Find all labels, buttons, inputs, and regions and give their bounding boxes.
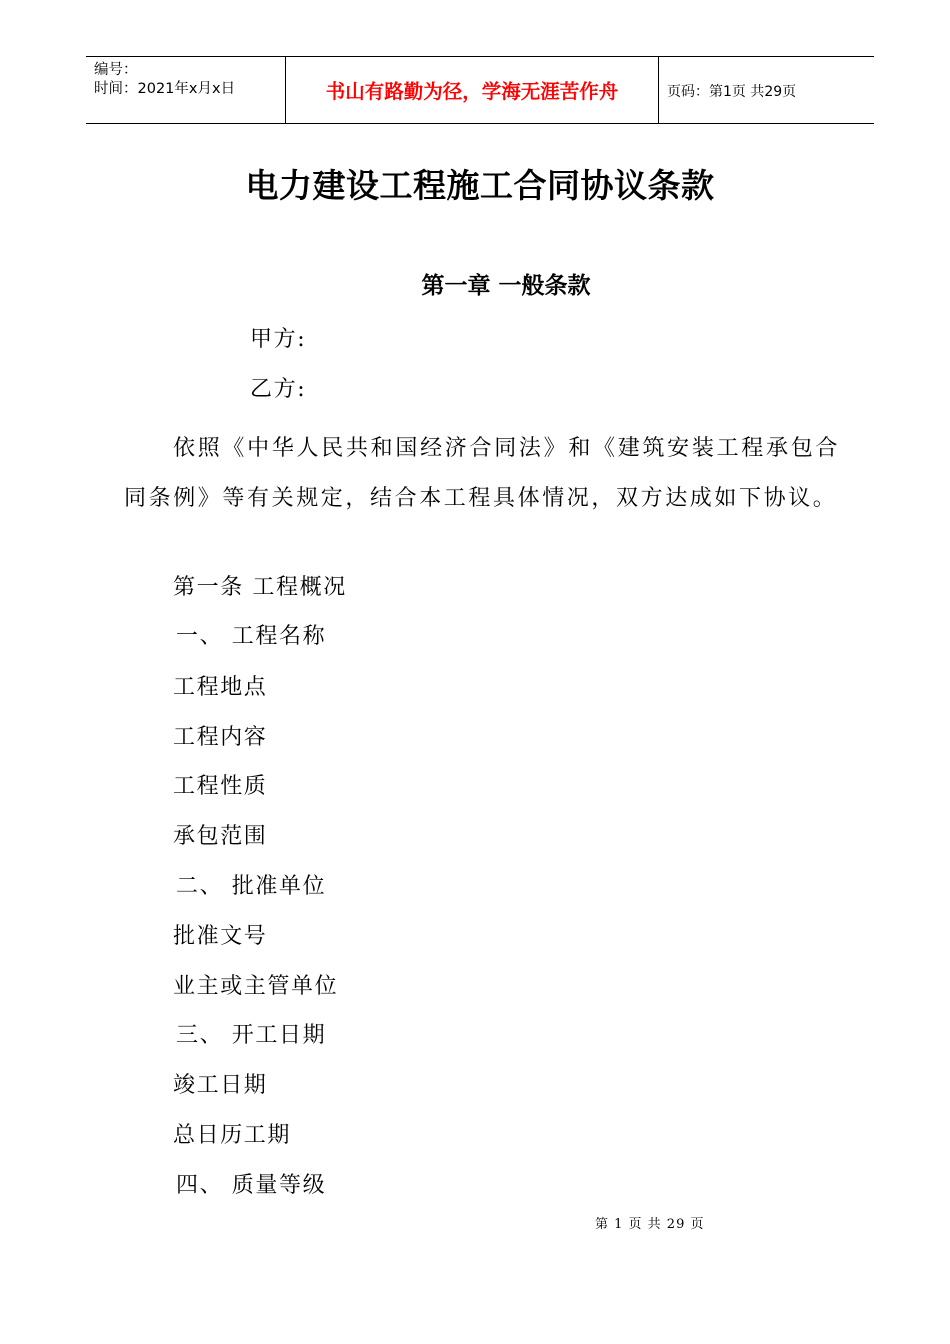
party-a-label: 甲方:: [250, 327, 307, 352]
list-item: 工程性质: [173, 774, 268, 799]
list-item: 一、 工程名称: [176, 624, 327, 649]
intro-paragraph: 依照《中华人民共和国经济合同法》和《建筑安装工程承包合同条例》等有关规定，结合本工程具体情况，双方达成如下协议。: [124, 436, 840, 511]
header-meta: [94, 61, 235, 99]
chapter-heading: 第一章 一般条款: [421, 272, 591, 299]
list-item: 竣工日期: [173, 1073, 268, 1098]
header-page-code: 页码：第1页 共29页: [667, 84, 797, 100]
article-1-heading: 第一条 工程概况: [173, 575, 347, 600]
page-footer: 第 1 页 共 29 页: [595, 1217, 705, 1232]
time-label: 时间：2021年x月x日: [94, 81, 236, 97]
header-motto: 书山有路勤为径，学海无涯苦作舟: [325, 80, 619, 103]
number-label: 编号：: [94, 62, 138, 78]
list-item: 批准文号: [173, 924, 268, 949]
list-item: 三、 开工日期: [176, 1023, 327, 1048]
party-b-label: 乙方:: [250, 377, 307, 402]
list-item: 业主或主管单位: [173, 974, 339, 999]
list-item: 总日历工期: [173, 1123, 292, 1148]
page-header: [86, 56, 874, 124]
list-item: 二、 批准单位: [176, 874, 327, 899]
list-item: 工程内容: [173, 725, 268, 750]
list-item: 工程地点: [173, 675, 268, 700]
document-title: 电力建设工程施工合同协议条款: [245, 166, 715, 205]
list-item: 四、 质量等级: [176, 1173, 327, 1198]
header-divider-right: [658, 57, 659, 124]
list-item: 承包范围: [173, 824, 268, 849]
